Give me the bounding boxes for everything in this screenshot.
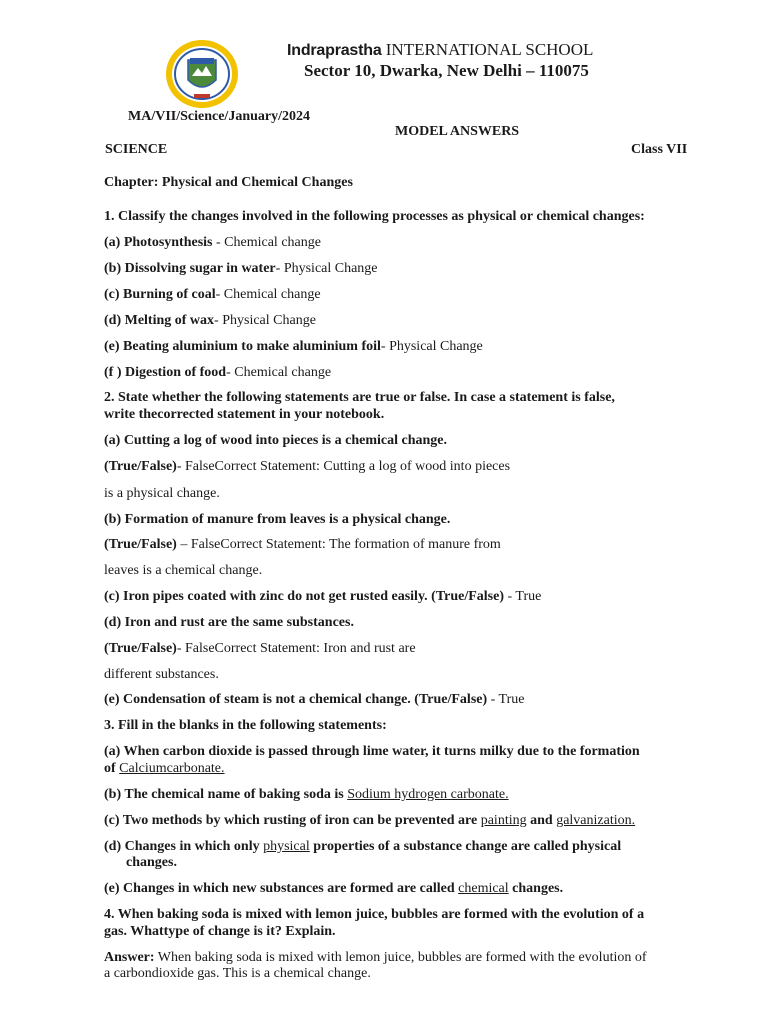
q3-a-line1: (a) When carbon dioxide is passed through lime water, it turns milky due to the formation (104, 744, 640, 759)
q4-answer-line2: a carbondioxide gas. This is a chemical change. (104, 966, 371, 981)
q1-item (104, 313, 316, 329)
q1-item-label: (b) Dissolving sugar in water (104, 261, 276, 276)
school-address: Sector 10, Dwarka, New Delhi – 110075 (304, 61, 589, 80)
q2-a-answer (104, 459, 510, 475)
q1-item (104, 339, 483, 355)
q2-d-answer (104, 641, 416, 657)
subject-label: SCIENCE (105, 142, 168, 157)
q3-c-blank1: painting (480, 813, 527, 828)
q3-c-prefix: (c) Two methods by which rusting of iron can be prevented are (104, 813, 481, 828)
q1-item (104, 365, 331, 381)
q3-a-line2 (104, 761, 225, 777)
q1-question: 1. Classify the changes involved in the following processes as physical or chemical changes: (104, 209, 645, 224)
q4-question-line1: 4. When baking soda is mixed with lemon juice, bubbles are formed with the evolution of a (104, 907, 645, 922)
q1-item-answer: - Physical Change (214, 313, 316, 328)
q1-item-answer: - Physical Change (380, 339, 483, 354)
q2-d-answer-cont: different substances. (104, 667, 219, 682)
q2-e-answer: - True (487, 692, 525, 707)
q2-e-line (104, 692, 525, 708)
school-logo (164, 38, 240, 110)
q3-d-blank: physical (263, 839, 310, 854)
q3-c-line (104, 813, 635, 829)
q1-item-answer: - Chemical change (212, 235, 321, 250)
q2-d-statement: (d) Iron and rust are the same substances. (104, 615, 354, 630)
q1-item (104, 235, 321, 251)
q2-c-line (104, 589, 541, 605)
q3-e-blank: chemical (458, 881, 509, 896)
document-type: MODEL ANSWERS (395, 124, 520, 139)
school-name-suffix: INTERNATIONAL SCHOOL (381, 40, 594, 59)
q3-d-line (104, 839, 621, 855)
chapter-title: Chapter: Physical and Chemical Changes (104, 175, 353, 190)
q3-question: 3. Fill in the blanks in the following statements: (104, 718, 387, 733)
class-label: Class VII (631, 142, 688, 157)
q3-e-line (104, 881, 563, 897)
q2-b-answer-text: – FalseCorrect Statement: The formation of manure from (176, 537, 501, 552)
q2-a-answer-cont: is a physical change. (104, 486, 220, 501)
q2-a-answer-text: - FalseCorrect Statement: Cutting a log of wood into pieces (176, 459, 511, 474)
q3-d-suffix: properties of a substance change are called physical (309, 839, 622, 854)
q1-item-label: (d) Melting of wax (104, 313, 215, 328)
q4-answer-label: Answer: (104, 950, 155, 965)
q3-e-suffix: changes. (508, 881, 564, 896)
q4-question-line2: gas. Whattype of change is it? Explain. (104, 924, 336, 939)
q1-item-label: (e) Beating aluminium to make aluminium foil (104, 339, 381, 354)
q2-b-answer (104, 537, 501, 553)
q2-a-truefalse: (True/False) (104, 459, 177, 474)
q3-c-mid: and (526, 813, 557, 828)
q2-b-truefalse: (True/False) (104, 537, 177, 552)
q2-d-answer-text: - FalseCorrect Statement: Iron and rust are (176, 641, 416, 656)
school-name-prefix: Indraprastha (287, 42, 382, 59)
q2-b-statement: (b) Formation of manure from leaves is a physical change. (104, 512, 451, 527)
q1-item-answer: - Physical Change (275, 261, 378, 276)
q3-b-blank: Sodium hydrogen carbonate. (347, 787, 509, 802)
q1-item (104, 261, 378, 277)
q1-item-answer: - Chemical change (226, 365, 332, 380)
school-name (287, 40, 593, 60)
q2-question-line2: write thecorrected statement in your notebook. (104, 407, 385, 422)
q2-c-answer: - True (504, 589, 542, 604)
q3-a-prefix: of (104, 761, 120, 776)
q3-b-line (104, 787, 509, 803)
q1-item-label: (a) Photosynthesis (104, 235, 213, 250)
q1-item-answer: - Chemical change (215, 287, 321, 302)
q3-e-prefix: (e) Changes in which new substances are formed are called (104, 881, 459, 896)
q3-d-line2: changes. (126, 855, 177, 870)
reference-code: MA/VII/Science/January/2024 (128, 109, 310, 124)
q2-c-statement: (c) Iron pipes coated with zinc do not get rusted easily. (True/False) (104, 589, 505, 604)
q1-item-label: (c) Burning of coal (104, 287, 216, 302)
q2-e-statement: (e) Condensation of steam is not a chemical change. (True/False) (104, 692, 488, 707)
q3-b-prefix: (b) The chemical name of baking soda is (104, 787, 348, 802)
q2-a-statement: (a) Cutting a log of wood into pieces is a chemical change. (104, 433, 447, 448)
q3-c-blank2: galvanization. (556, 813, 636, 828)
q2-b-answer-cont: leaves is a chemical change. (104, 563, 263, 578)
school-crest-icon (164, 38, 240, 110)
q4-answer-text: When baking soda is mixed with lemon juice, bubbles are formed with the evolution of (154, 950, 647, 965)
q1-item-label: (f ) Digestion of food (104, 365, 227, 380)
q2-d-truefalse: (True/False) (104, 641, 177, 656)
q3-d-prefix: (d) Changes in which only (104, 839, 264, 854)
q2-question-line1: 2. State whether the following statements are true or false. In case a statement is false, (104, 390, 615, 405)
q3-a-blank: Calciumcarbonate. (119, 761, 225, 776)
q4-answer-line1 (104, 950, 647, 966)
q1-item (104, 287, 321, 303)
